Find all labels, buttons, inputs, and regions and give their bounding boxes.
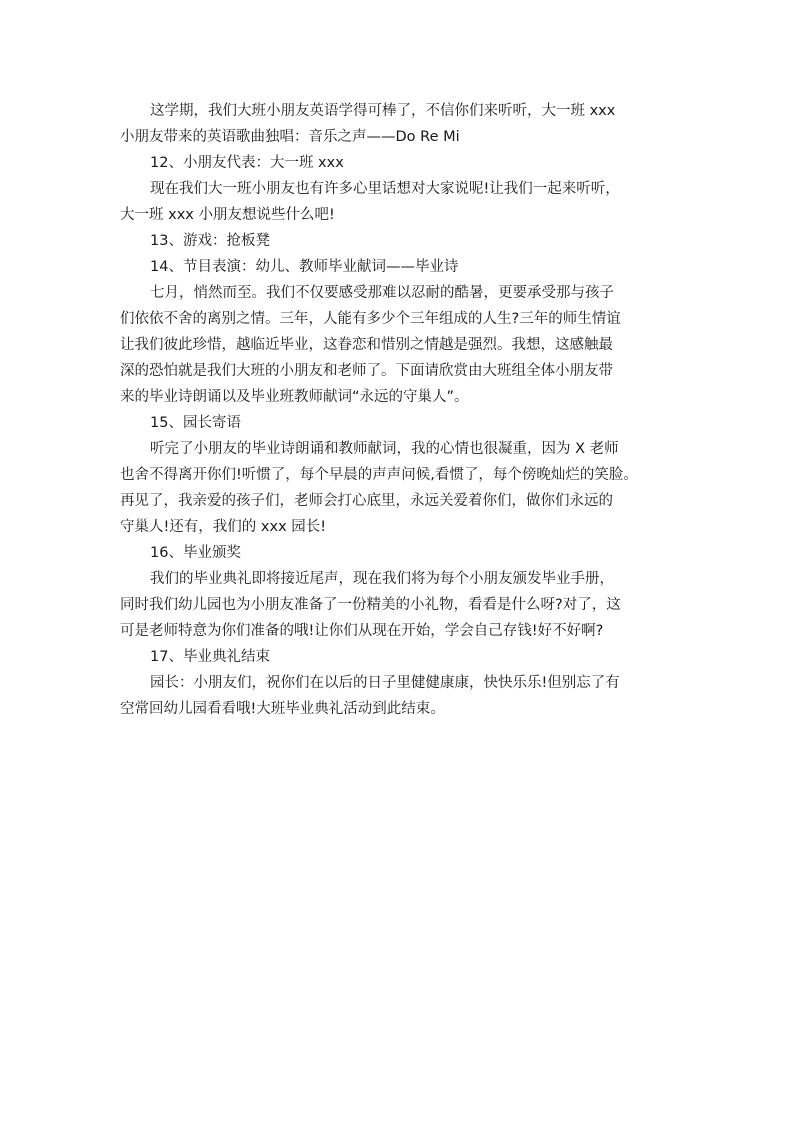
text-line: 听完了小朋友的毕业诗朗诵和教师献词，我的心情也很凝重，因为 X 老师 xyxy=(150,441,619,457)
document-body xyxy=(120,98,680,722)
text-line: 16、毕业颁奖 xyxy=(150,545,241,561)
text-line: 七月，悄然而至。我们不仅要感受那难以忍耐的酷暑，更要承受那与孩子 xyxy=(150,285,614,301)
text-line: 15、园长寄语 xyxy=(150,415,241,431)
text-line: 再见了，我亲爱的孩子们，老师会打心底里，永远关爱着你们，做你们永远的 xyxy=(120,493,613,509)
text-line: 现在我们大一班小朋友也有许多心里话想对大家说呢!让我们一起来听听， xyxy=(150,181,620,197)
text-line: 12、小朋友代表：大一班 xxx xyxy=(150,155,344,171)
text-line: 小朋友带来的英语歌曲独唱：音乐之声——Do Re Mi xyxy=(120,129,460,145)
text-line: 大一班 xxx 小朋友想说些什么吧! xyxy=(120,207,335,223)
text-line: 这学期，我们大班小朋友英语学得可棒了，不信你们来听听，大一班 xxx xyxy=(150,103,616,119)
text-line: 13、游戏：抢板凳 xyxy=(150,233,270,249)
text-line: 也舍不得离开你们!听惯了，每个早晨的声声问候,看惯了，每个傍晚灿烂的笑脸。 xyxy=(120,467,638,483)
text-line: 同时我们幼儿园也为小朋友准备了一份精美的小礼物，看看是什么呀?对了，这 xyxy=(120,597,621,613)
text-line: 让我们彼此珍惜，越临近毕业，这眷恋和惜别之情越是强烈。我想，这感触最 xyxy=(120,337,613,353)
text-line: 来的毕业诗朗诵以及毕业班教师献词“永远的守巢人”。 xyxy=(120,389,469,405)
text-line: 可是老师特意为你们准备的哦!让你们从现在开始，学会自己存钱!好不好啊? xyxy=(120,623,604,639)
text-line: 14、节目表演：幼儿、教师毕业献词——毕业诗 xyxy=(150,259,459,275)
text-line: 17、毕业典礼结束 xyxy=(150,649,270,665)
text-line: 空常回幼儿园看看哦!大班毕业典礼活动到此结束。 xyxy=(120,701,445,717)
text-line: 深的恐怕就是我们大班的小朋友和老师了。下面请欣赏由大班组全体小朋友带 xyxy=(120,363,613,379)
text-line: 守巢人!还有，我们的 xxx 园长! xyxy=(120,519,327,535)
text-line: 们依依不舍的离别之情。三年，人能有多少个三年组成的人生?三年的师生情谊 xyxy=(120,311,621,327)
text-line: 园长：小朋友们，祝你们在以后的日子里健健康康，快快乐乐!但别忘了有 xyxy=(150,675,620,691)
text-line: 我们的毕业典礼即将接近尾声，现在我们将为每个小朋友颁发毕业手册， xyxy=(150,571,614,587)
